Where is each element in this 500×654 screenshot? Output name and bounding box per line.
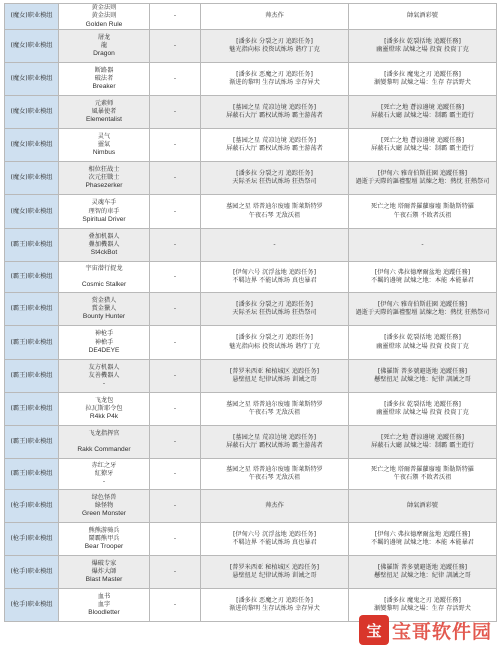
source-text-line: [伊甸六 弗拉德摩爾盆地 追蹤任務] (374, 530, 471, 538)
source-text-line: 不羈的邊境 試煉之地：本能 本能暴君 (371, 277, 474, 285)
mod-name-cell[interactable] (59, 262, 150, 293)
source-text-line: [伊甸六号 沉浮盆地 追踪任务] (232, 530, 316, 538)
source-text-line: 帥氣酒彩號 (407, 502, 438, 510)
mod-name-simplified: 血书 (97, 592, 111, 600)
empty-value-cell[interactable]: - (150, 293, 201, 326)
class-category-cell[interactable]: (枪手)职业模组 (5, 589, 59, 622)
table-row (5, 129, 497, 162)
empty-value-cell[interactable]: - (150, 96, 201, 129)
empty-value-cell[interactable]: - (150, 459, 201, 490)
source-text-line: 魅光指向标 投资试炼场 谐疗丁克 (229, 46, 320, 54)
mod-name-simplified: 飞龙指挥官 (88, 429, 120, 437)
table-row (5, 30, 497, 63)
source-traditional-cell[interactable] (349, 30, 497, 63)
table-row (5, 63, 497, 96)
source-traditional-cell[interactable] (349, 589, 497, 622)
mod-name-traditional (59, 438, 149, 446)
mod-name-simplified: 神枪手 (94, 330, 114, 338)
class-category-cell[interactable]: (枪手)职业模组 (5, 490, 59, 523)
mod-name-simplified: 灵气 (97, 132, 111, 140)
source-text-line: [死亡之地 蒼涼邊境 追蹤任務] (380, 103, 464, 111)
source-simplified-cell[interactable] (201, 229, 349, 262)
mod-name-english: Dragon (93, 50, 115, 58)
source-text-line: [潘多拉 分裂之刃 追踪任务] (236, 37, 313, 45)
source-traditional-cell[interactable] (349, 4, 497, 30)
mod-name-cell[interactable] (59, 293, 150, 326)
source-text-line: 墓园之星 塔普迪尔废墟 斯莱斯特罗 (226, 400, 323, 408)
source-simplified-cell[interactable] (201, 96, 349, 129)
source-text-line: 不羁边界 不能试炼场 真也暴君 (232, 277, 317, 285)
source-text-line: 帅杰作 (265, 12, 284, 20)
source-text-line: [潘多拉 魔鬼之刃 追蹤任務] (384, 596, 461, 604)
mod-name-cell[interactable] (59, 459, 150, 490)
table-row (5, 393, 497, 426)
class-category-cell[interactable]: (霸王)职业模组 (5, 459, 59, 490)
source-text-line: 墓园之星 塔普迪尔废墟 斯莱斯特罗 (226, 465, 323, 473)
source-simplified-cell[interactable] (201, 360, 349, 393)
empty-value-cell[interactable]: - (150, 4, 201, 30)
table-row (5, 556, 497, 589)
source-text-line: 漸變黎明 試煉之場：生存 存活野犬 (374, 79, 471, 87)
source-text-line: 屏蔽石大厅 霸权试炼场 霸主游荡者 (226, 442, 323, 450)
source-text-line: 屏蔽石大廳 試煉之場：制霸 霸主遊行 (371, 112, 474, 120)
source-text-line: 帥氣酒彩號 (407, 12, 438, 20)
source-text-line: - (273, 241, 276, 249)
empty-value-cell[interactable]: - (150, 589, 201, 622)
mod-name-traditional: 紅獠牙 (94, 470, 114, 478)
table-row (5, 96, 497, 129)
empty-value-cell[interactable]: - (150, 326, 201, 360)
mod-name-traditional: 綠怪物 (94, 502, 114, 510)
class-category-cell[interactable]: (霸王)职业模组 (5, 262, 59, 293)
source-simplified-cell[interactable] (201, 556, 349, 589)
mod-name-cell[interactable] (59, 96, 150, 129)
source-text-line: [普罗米西亚 秘植城区 追踪任务] (229, 563, 320, 571)
mod-name-cell[interactable] (59, 523, 150, 556)
table-body (5, 4, 497, 622)
source-traditional-cell[interactable] (349, 162, 497, 195)
source-text-line: 不羁边界 不能试炼场 真也暴君 (232, 539, 317, 547)
source-text-line: 不羈的邊境 試煉之地：本能 本能暴君 (371, 539, 474, 547)
source-text-line: 渐进的黎明 生存试炼场 幸存异犬 (229, 79, 320, 87)
source-simplified-cell[interactable] (201, 426, 349, 459)
mod-name-simplified: 熊熊游骑兵 (88, 526, 120, 534)
class-category-cell[interactable]: (魔女)职业模组 (5, 4, 59, 30)
table-row (5, 459, 497, 490)
source-text-line: [伊甸六 弗拉德摩爾盆地 追蹤任務] (374, 268, 471, 276)
mod-name-cell[interactable] (59, 229, 150, 262)
source-traditional-cell[interactable] (349, 326, 497, 360)
source-text-line: 墓园之星 塔普迪尔废墟 斯莱斯特罗 (226, 203, 323, 211)
source-text-line: 過逝于天際的謳禮聖壇 試煉之地：熱忱 狂熱祭司 (355, 309, 490, 317)
source-simplified-cell[interactable] (201, 262, 349, 293)
source-text-line: [伊甸六 雅奇伯斯莊園 追蹤任務] (377, 300, 468, 308)
mod-name-english: Breaker (92, 83, 116, 91)
mod-name-simplified: 相位狂战士 (88, 165, 120, 173)
class-category-cell[interactable]: (魔女)职业模组 (5, 96, 59, 129)
class-category-cell[interactable]: (魔女)职业模组 (5, 30, 59, 63)
source-traditional-cell[interactable] (349, 229, 497, 262)
empty-value-cell[interactable]: - (150, 556, 201, 589)
mod-name-cell[interactable] (59, 30, 150, 63)
table-row (5, 162, 497, 195)
source-text-line: [伊甸六号 沉浮盆地 追踪任务] (232, 268, 316, 276)
mod-name-english: Golden Rule (85, 20, 123, 28)
table-row (5, 195, 497, 229)
mod-name-traditional: 理智的車手 (88, 207, 120, 215)
mod-name-traditional: 友善機器人 (88, 372, 120, 380)
source-simplified-cell[interactable] (201, 195, 349, 229)
mod-name-traditional: 鬧霸熊甲兵 (88, 535, 120, 543)
source-text-line: [潘多拉 分裂之刃 追踪任务] (236, 300, 313, 308)
mod-name-simplified: 爆破专家 (91, 559, 117, 567)
class-category-cell[interactable]: (霸王)职业模组 (5, 426, 59, 459)
source-traditional-cell[interactable] (349, 129, 497, 162)
source-text-line: [潘多拉 分裂之刃 追踪任务] (236, 334, 313, 342)
table-row (5, 589, 497, 622)
mod-name-simplified: 宇宙潜行捉龙 (85, 264, 123, 272)
mod-name-english: Phasezerker (85, 182, 123, 190)
mod-name-cell[interactable] (59, 426, 150, 459)
source-text-line: [潘多拉 分裂之刃 追踪任务] (236, 169, 313, 177)
source-traditional-cell[interactable] (349, 63, 497, 96)
source-simplified-cell[interactable] (201, 129, 349, 162)
mod-name-english: Cosmic Stalker (81, 281, 127, 289)
mod-name-cell[interactable] (59, 162, 150, 195)
source-text-line: [佛羅斯 普多號避逝地 追蹤任務] (377, 563, 468, 571)
source-simplified-cell[interactable] (201, 589, 349, 622)
mod-name-cell[interactable] (59, 63, 150, 96)
source-text-line: 屏蔽石大厅 霸权试炼场 霸主游荡者 (226, 112, 323, 120)
empty-value-cell[interactable]: - (150, 129, 201, 162)
table-row (5, 229, 497, 262)
mod-name-simplified: 赤红之牙 (91, 461, 117, 469)
source-text-line: - (421, 241, 424, 249)
class-category-cell[interactable]: (枪手)职业模组 (5, 523, 59, 556)
source-text-line: 魅光指向标 投资试炼场 谐疗丁克 (229, 342, 320, 350)
source-text-line: 屏蔽石大廳 試煉之場：制霸 霸主遊行 (371, 442, 474, 450)
mod-name-english: Blast Master (85, 576, 123, 584)
mod-name-english: Rakk Commander (77, 446, 131, 454)
source-simplified-cell[interactable] (201, 30, 349, 63)
source-text-line: 幽靈燈球 試煉之場 投資 投資丁克 (376, 409, 469, 417)
table-row (5, 326, 497, 360)
mod-name-cell[interactable] (59, 393, 150, 426)
empty-value-cell[interactable]: - (150, 523, 201, 556)
mod-name-english: - (102, 380, 106, 388)
source-text-line: [普罗米西亚 秘植城区 追踪任务] (229, 367, 320, 375)
source-text-line: 死亡之地 塔爾普羅蘿廢墟 斯勒斯特羅 (371, 203, 474, 211)
watermark-text: 宝哥软件园 (391, 620, 492, 643)
source-simplified-cell[interactable] (201, 63, 349, 96)
source-traditional-cell[interactable] (349, 426, 497, 459)
mod-name-simplified: 断路器 (94, 66, 114, 74)
mod-name-simplified: 黄金法则 (91, 4, 117, 11)
source-traditional-cell[interactable] (349, 459, 497, 490)
mod-name-simplified: 元素师 (94, 99, 114, 107)
mod-name-english: Elementalist (86, 116, 122, 124)
mod-name-simplified: 友方机器人 (88, 363, 120, 371)
mod-name-traditional: 爆炸大師 (91, 568, 117, 576)
source-text-line: 天际圣坛 狂热试炼场 狂热祭司 (232, 309, 317, 317)
source-text-line: [佛羅斯 普多號避逝地 追蹤任務] (377, 367, 468, 375)
source-text-line: 幽靈燈球 試煉之場 投資 投資丁克 (376, 46, 469, 54)
mod-name-cell[interactable] (59, 129, 150, 162)
source-text-line: [潘多拉 恶魔之刃 追踪任务] (236, 596, 313, 604)
mod-name-traditional: 賞金獵人 (91, 305, 117, 313)
mod-name-simplified: 灵魂车手 (91, 199, 117, 207)
empty-value-cell[interactable]: - (150, 229, 201, 262)
source-simplified-cell[interactable] (201, 459, 349, 490)
mod-name-english: Bounty Hunter (82, 313, 126, 321)
source-text-line: 懸壁扭足 試煉之地：紀律 訓誡之哥 (374, 572, 471, 580)
source-text-line: [墓园之星 荒凉边境 追踪任务] (232, 433, 316, 441)
empty-value-cell[interactable]: - (150, 30, 201, 63)
source-traditional-cell[interactable] (349, 393, 497, 426)
source-simplified-cell[interactable] (201, 490, 349, 523)
empty-value-cell[interactable]: - (150, 490, 201, 523)
mod-name-cell[interactable] (59, 490, 150, 523)
class-category-cell[interactable]: (魔女)职业模组 (5, 63, 59, 96)
mod-name-cell[interactable] (59, 360, 150, 393)
source-text-line: 漸變黎明 試煉之場：生存 存活野犬 (374, 605, 471, 613)
source-traditional-cell[interactable] (349, 262, 497, 293)
mod-name-traditional: 龍 (100, 42, 108, 50)
source-text-line: 午夜石禦 不敗者沃祖 (393, 474, 452, 482)
source-simplified-cell[interactable] (201, 393, 349, 426)
mod-name-traditional (59, 273, 149, 281)
class-category-cell[interactable]: (魔女)职业模组 (5, 129, 59, 162)
table-row (5, 4, 497, 30)
mod-name-cell[interactable] (59, 326, 150, 360)
mod-name-traditional: 破法者 (94, 75, 114, 83)
source-text-line: 帅杰作 (265, 502, 284, 510)
source-text-line: 懸壁扭足 試煉之地：紀律 訓誡之哥 (374, 376, 471, 384)
source-traditional-cell[interactable] (349, 556, 497, 589)
mod-name-english: DE4DEYE (88, 346, 120, 354)
source-text-line: [墓园之星 荒凉边境 追踪任务] (232, 103, 316, 111)
empty-value-cell[interactable]: - (150, 360, 201, 393)
source-simplified-cell[interactable] (201, 162, 349, 195)
mod-name-english: - (102, 478, 106, 486)
mod-name-cell[interactable] (59, 556, 150, 589)
mod-name-english: Spiritual Driver (82, 215, 126, 223)
source-traditional-cell[interactable] (349, 195, 497, 229)
source-text-line: 屏蔽石大厅 霸权试炼场 霸主游荡者 (226, 145, 323, 153)
mod-name-traditional: 風暴使者 (91, 108, 117, 116)
source-text-line: [死亡之地 蒼涼邊境 追蹤任務] (380, 433, 464, 441)
table-row (5, 293, 497, 326)
source-text-line: 悬壁扭足 纪律试炼场 训诫之哥 (232, 572, 317, 580)
mod-name-english: Bear Trooper (84, 543, 124, 551)
mod-name-simplified: 屠龙 (97, 33, 111, 41)
mod-name-traditional: 黄金法則 (91, 12, 117, 20)
source-text-line: 幽靈燈球 試煉之場 投資 投資丁克 (376, 342, 469, 350)
source-traditional-cell[interactable] (349, 523, 497, 556)
source-text-line: 屏蔽石大廳 試煉之場：制霸 霸主遊行 (371, 145, 474, 153)
source-simplified-cell[interactable] (201, 326, 349, 360)
mod-name-traditional: 拉瓦斯耶令包 (85, 405, 123, 413)
mod-name-simplified: 飞龙包 (94, 396, 114, 404)
source-text-line: 午夜石琴 无敌沃祖 (248, 211, 301, 219)
mod-name-simplified: 赏金猎人 (91, 296, 117, 304)
mod-name-traditional: 血字 (97, 601, 111, 609)
source-text-line: 午夜石禦 不敗者沃祖 (393, 211, 452, 219)
table-row (5, 426, 497, 459)
source-text-line: 悬壁扭足 纪律试炼场 训诫之哥 (232, 376, 317, 384)
class-category-cell[interactable]: (霸王)职业模组 (5, 393, 59, 426)
table-row (5, 262, 497, 293)
source-text-line: 過逝于天際的謳禮聖壇 試煉之地：熱忱 狂熱祭司 (355, 178, 490, 186)
mod-name-english: St4ckBot (90, 249, 118, 257)
source-text-line: 午夜石琴 无敌沃祖 (248, 409, 301, 417)
source-text-line: [潘多拉 乾裂括地 追蹤任務] (384, 400, 461, 408)
source-text-line: 天际圣坛 狂热试炼场 狂热祭司 (232, 178, 317, 186)
source-simplified-cell[interactable] (201, 523, 349, 556)
mod-name-traditional: 疊加機器人 (88, 241, 120, 249)
source-traditional-cell[interactable] (349, 96, 497, 129)
source-text-line: 午夜石琴 无敌沃祖 (248, 474, 301, 482)
source-text-line: [伊甸六 雅奇伯斯莊園 追蹤任務] (377, 169, 468, 177)
class-mod-table (4, 3, 497, 622)
source-text-line: [死亡之地 蒼涼邊境 追蹤任務] (380, 136, 464, 144)
class-category-cell[interactable]: (霸王)职业模组 (5, 229, 59, 262)
mod-name-english: R4kk P4k (89, 413, 119, 421)
class-category-cell[interactable]: (魔女)职业模组 (5, 195, 59, 229)
empty-value-cell[interactable]: - (150, 63, 201, 96)
source-traditional-cell[interactable] (349, 360, 497, 393)
source-text-line: [潘多拉 乾裂括地 追蹤任務] (384, 334, 461, 342)
watermark-logo-icon: 宝 (359, 615, 389, 645)
source-traditional-cell[interactable] (349, 293, 497, 326)
mod-name-english: Bloodletter (88, 609, 120, 617)
source-simplified-cell[interactable] (201, 293, 349, 326)
table-row (5, 490, 497, 523)
empty-value-cell[interactable]: - (150, 195, 201, 229)
class-category-cell[interactable]: (霸王)职业模组 (5, 360, 59, 393)
source-traditional-cell[interactable] (349, 490, 497, 523)
mod-name-simplified: 叠加机器人 (88, 232, 120, 240)
source-text-line: 渐进的黎明 生存试炼场 幸存异犬 (229, 605, 320, 613)
empty-value-cell[interactable]: - (150, 162, 201, 195)
mod-name-cell[interactable] (59, 589, 150, 622)
mod-name-traditional: 次元狂戰士 (88, 174, 120, 182)
class-category-cell[interactable]: (霸王)职业模组 (5, 326, 59, 360)
source-text-line: 死亡之地 塔爾普羅蘿廢墟 斯勒斯特羅 (371, 465, 474, 473)
source-text-line: [墓园之星 荒凉边境 追踪任务] (232, 136, 316, 144)
mod-name-english: Green Monster (82, 510, 126, 518)
class-category-cell[interactable]: (霸王)职业模组 (5, 293, 59, 326)
mod-name-simplified: 绿色怪兽 (91, 493, 117, 501)
source-simplified-cell[interactable] (201, 4, 349, 30)
table-row (5, 523, 497, 556)
mod-name-traditional: 靈氣 (97, 141, 111, 149)
mod-name-cell[interactable] (59, 4, 150, 30)
empty-value-cell[interactable]: - (150, 426, 201, 459)
source-text-line: [潘多拉 乾裂括地 追蹤任務] (384, 37, 461, 45)
class-category-cell[interactable]: (魔女)职业模组 (5, 162, 59, 195)
empty-value-cell[interactable]: - (150, 262, 201, 293)
source-text-line: [潘多拉 恶魔之刃 追踪任务] (236, 70, 313, 78)
source-text-line: [潘多拉 魔鬼之刃 追蹤任務] (384, 70, 461, 78)
mod-name-traditional: 神槍手 (94, 338, 114, 346)
mod-name-cell[interactable] (59, 195, 150, 229)
empty-value-cell[interactable]: - (150, 393, 201, 426)
table-row (5, 360, 497, 393)
mod-name-english: Nimbus (92, 149, 116, 157)
class-category-cell[interactable]: (枪手)职业模组 (5, 556, 59, 589)
